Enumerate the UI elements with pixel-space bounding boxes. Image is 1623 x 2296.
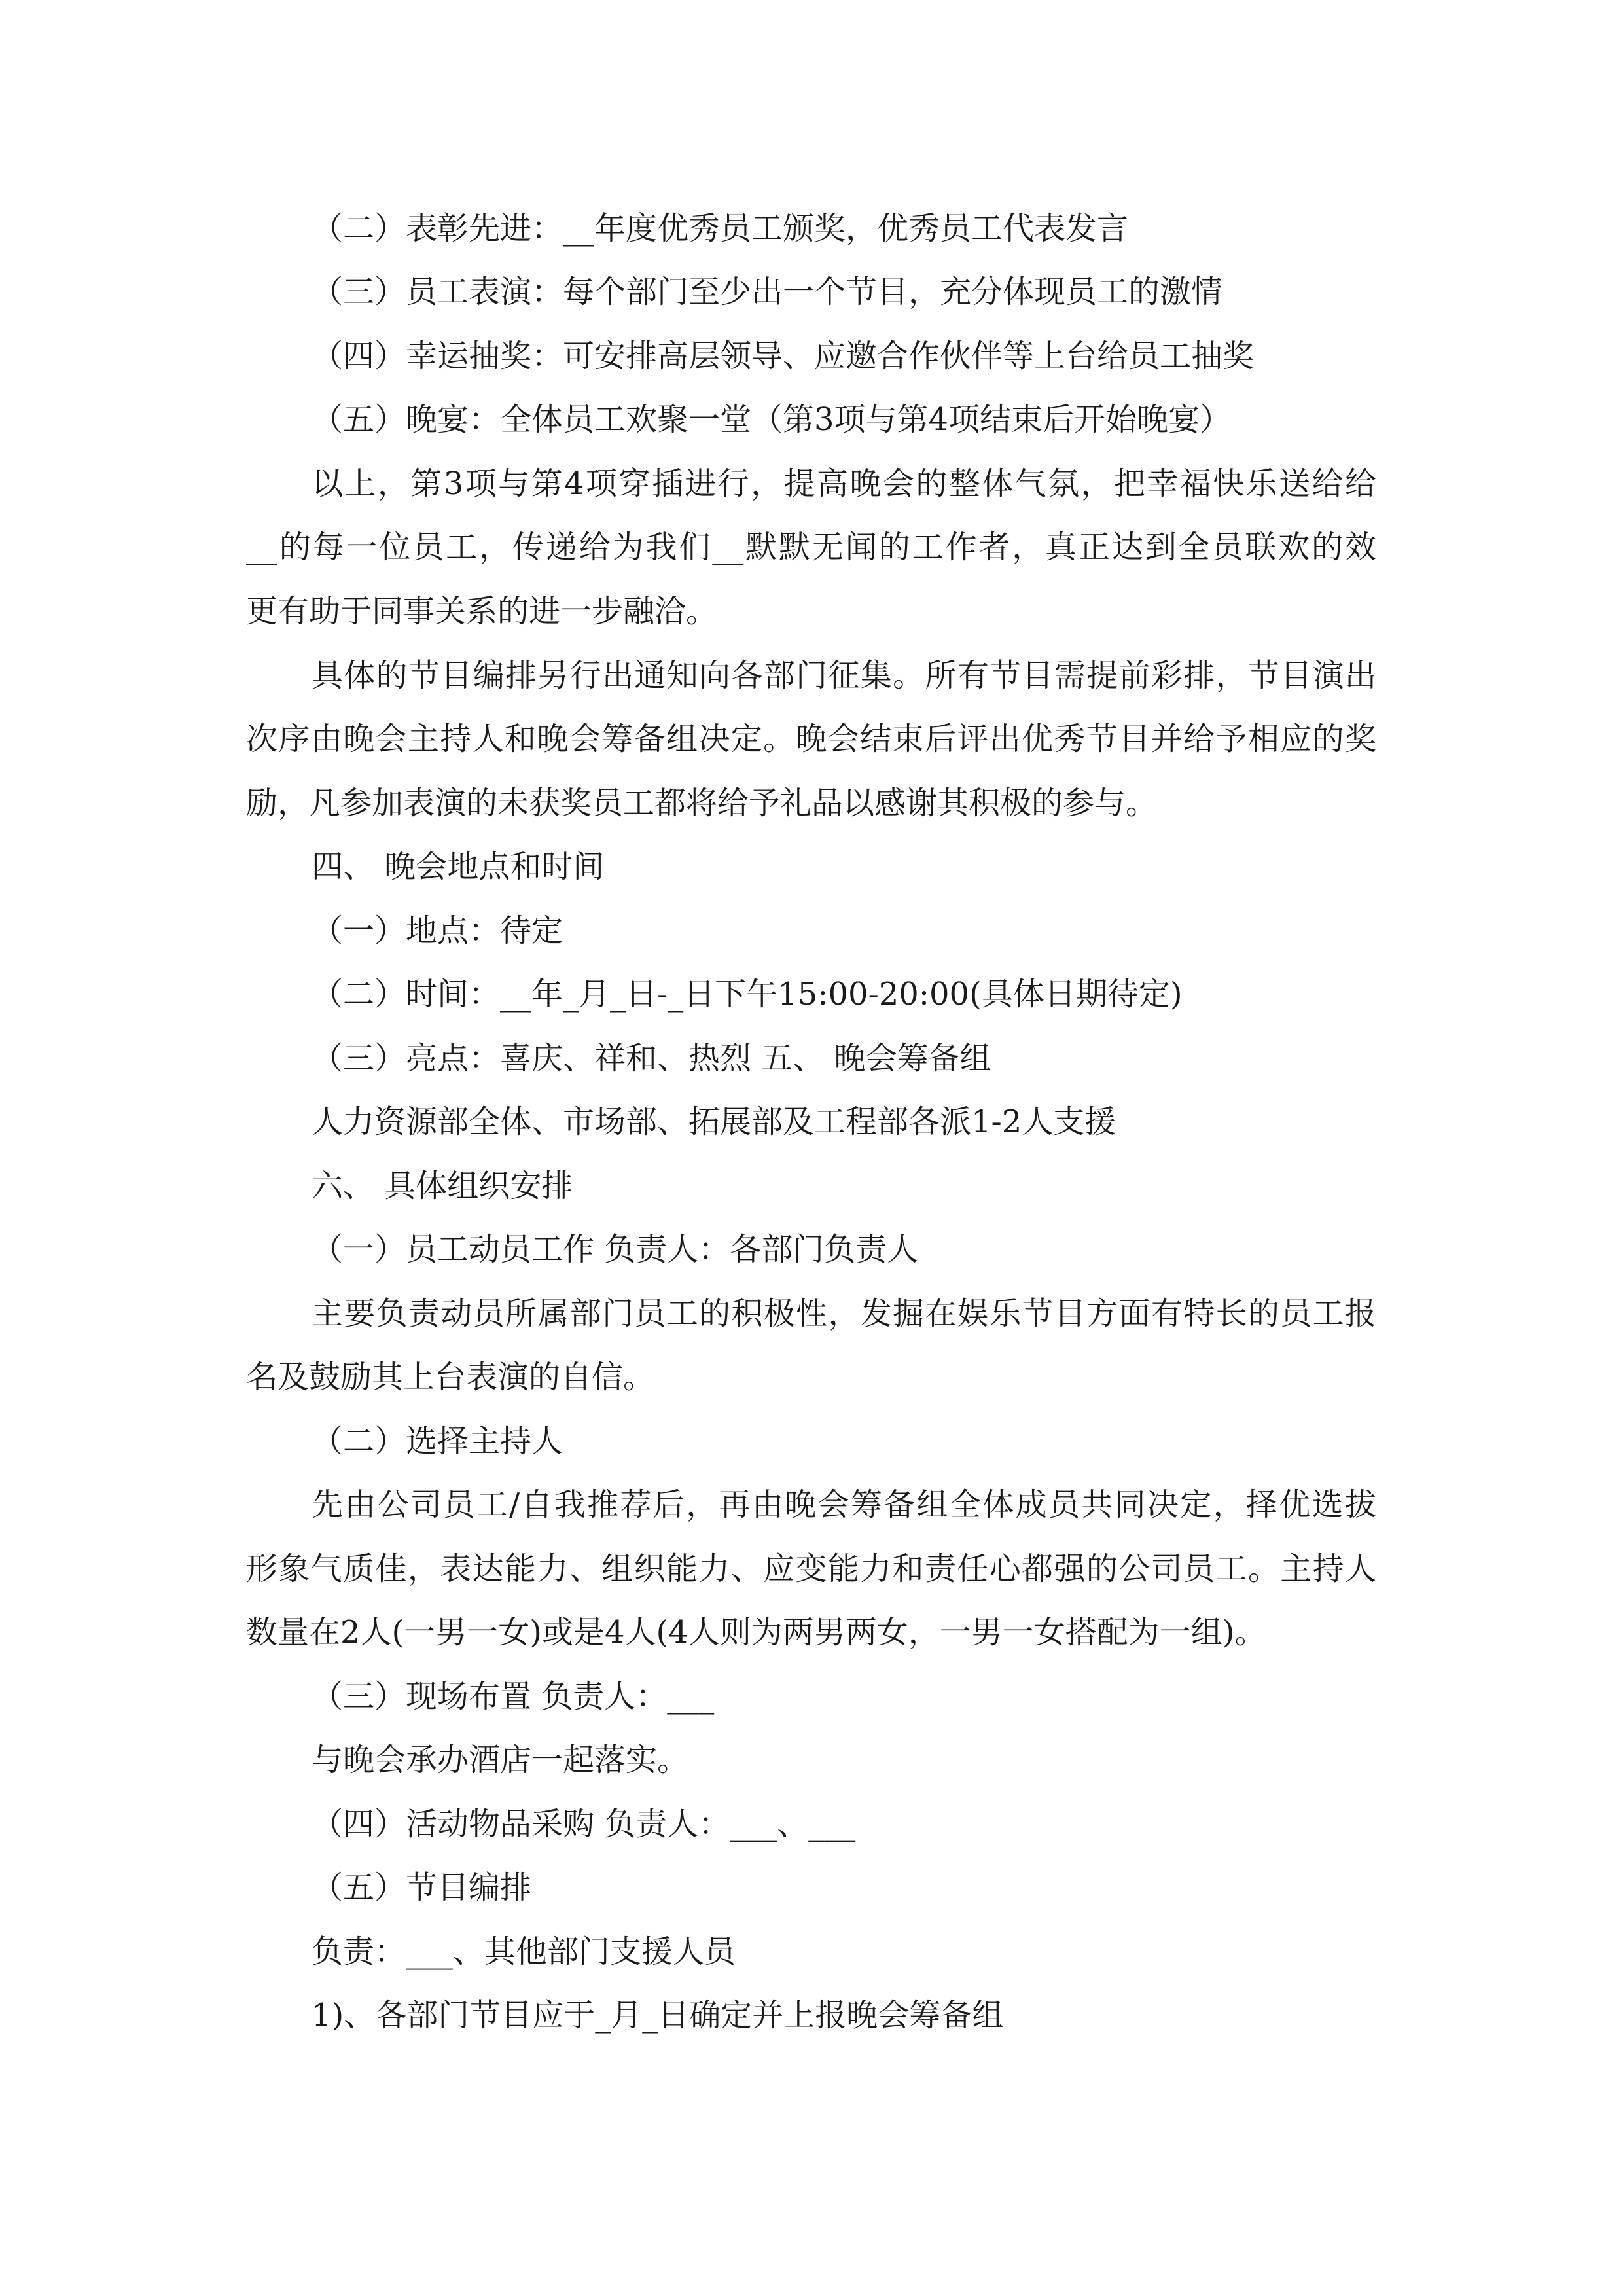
text-line-h4: 四、 晚会地点和时间 bbox=[312, 848, 605, 885]
text-line-p5b: __的每一位员工，传递给为我们__默默无闻的工作者，真正达到全员联欢的效 bbox=[246, 529, 1376, 565]
text-line-p9: （三）亮点：喜庆、祥和、热烈 五、 晚会筹备组 bbox=[312, 1040, 991, 1077]
text-line-p16: 与晚会承办酒店一起落实。 bbox=[312, 1742, 689, 1778]
text-line-p5c: 更有助于同事关系的进一步融洽。 bbox=[246, 593, 718, 630]
text-line-p6a: 具体的节目编排另行出通知向各部门征集。所有节目需提前彩排，节目演出 bbox=[312, 657, 1376, 694]
text-line-p14a: 先由公司员工/自我推荐后，再由晚会筹备组全体成员共同决定，择优选拔 bbox=[312, 1486, 1376, 1523]
text-line-p12b: 名及鼓励其上台表演的自信。 bbox=[246, 1359, 655, 1395]
text-line-p20: 1)、各部门节目应于_月_日确定并上报晚会筹备组 bbox=[312, 1997, 1004, 2034]
text-line-p4: （五）晚宴：全体员工欢聚一堂（第3项与第4项结束后开始晚宴） bbox=[312, 401, 1232, 438]
text-line-p7: （一）地点：待定 bbox=[312, 912, 563, 949]
text-line-p6b: 次序由晚会主持人和晚会筹备组决定。晚会结束后评出优秀节目并给予相应的奖 bbox=[246, 721, 1376, 757]
text-line-p10: 人力资源部全体、市场部、拓展部及工程部各派1-2人支援 bbox=[312, 1103, 1116, 1140]
text-line-p3: （四）幸运抽奖：可安排高层领导、应邀合作伙伴等上台给员工抽奖 bbox=[312, 338, 1255, 374]
text-line-p6c: 励，凡参加表演的未获奖员工都将给予礼品以感谢其积极的参与。 bbox=[246, 785, 1158, 821]
text-line-p8: （二）时间：__年_月_日-_日下午15:00-20:00(具体日期待定) bbox=[312, 976, 1183, 1013]
text-line-p18: （五）节目编排 bbox=[312, 1869, 532, 1906]
text-line-h6: 六、 具体组织安排 bbox=[312, 1168, 573, 1204]
text-line-p12a: 主要负责动员所属部门员工的积极性，发掘在娱乐节目方面有特长的员工报 bbox=[312, 1295, 1376, 1332]
text-line-p17: （四）活动物品采购 负责人：___、___ bbox=[312, 1806, 856, 1842]
text-line-p14b: 形象气质佳，表达能力、组织能力、应变能力和责任心都强的公司员工。主持人 bbox=[246, 1551, 1376, 1587]
text-line-p1: （二）表彰先进：__年度优秀员工颁奖，优秀员工代表发言 bbox=[312, 210, 1129, 247]
text-line-p2: （三）员工表演：每个部门至少出一个节目，充分体现员工的激情 bbox=[312, 274, 1223, 310]
text-line-p14c: 数量在2人(一男一女)或是4人(4人则为两男两女，一男一女搭配为一组)。 bbox=[246, 1614, 1266, 1651]
text-line-p11: （一）员工动员工作 负责人：各部门负责人 bbox=[312, 1231, 919, 1268]
text-line-p15: （三）现场布置 负责人：___ bbox=[312, 1678, 715, 1715]
text-line-p13: （二）选择主持人 bbox=[312, 1423, 563, 1460]
text-line-p19: 负责：___、其他部门支援人员 bbox=[312, 1933, 736, 1970]
text-line-p5a: 以上，第3项与第4项穿插进行，提高晚会的整体气氛，把幸福快乐送给给 bbox=[312, 465, 1376, 502]
